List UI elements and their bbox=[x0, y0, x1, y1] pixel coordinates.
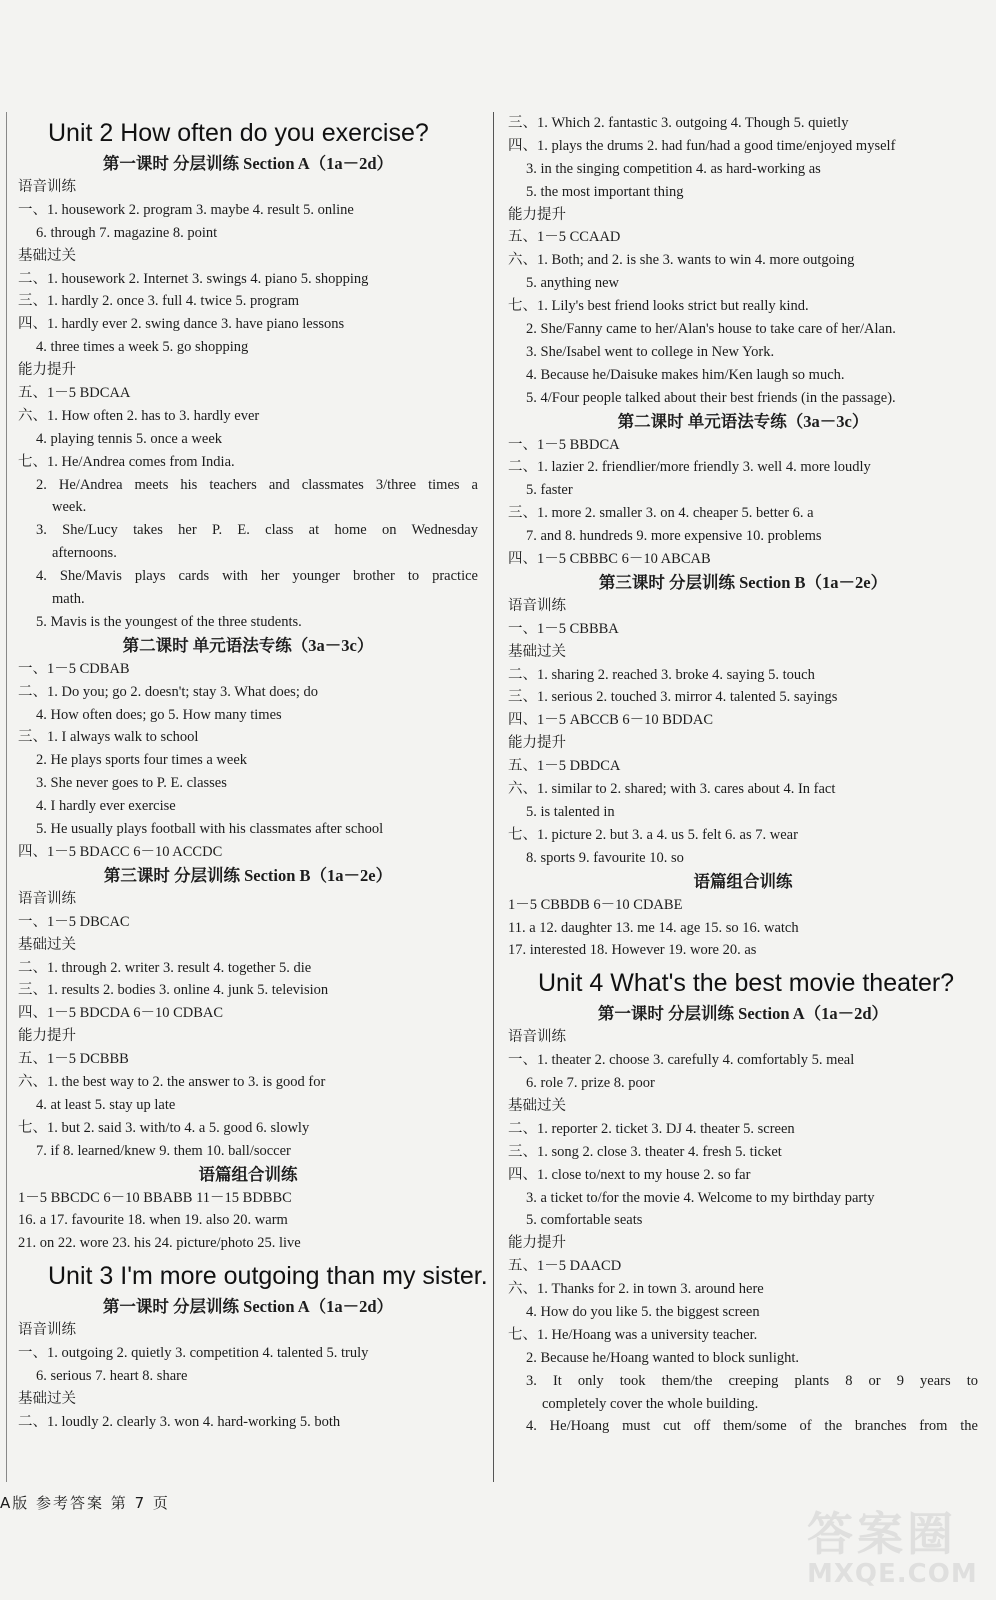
answer-line: 4. How often does; go 5. How many times bbox=[36, 706, 282, 723]
subsection-label: 语音训练 bbox=[18, 179, 76, 195]
answer-line: afternoons. bbox=[52, 545, 117, 562]
answer-line: 5. is talented in bbox=[526, 803, 615, 820]
subsection-label: 能力提升 bbox=[18, 1028, 76, 1045]
answer-line: 五、1－5 DCBBB bbox=[18, 1051, 129, 1068]
answer-line: completely cover the whole building. bbox=[542, 1395, 759, 1412]
answer-line: 六、1. Both; and 2. is she 3. wants to win 4. more outgoing bbox=[508, 252, 855, 269]
left-column bbox=[18, 112, 488, 1434]
answer-line: 4. Because he/Daisuke makes him/Ken laugh so much. bbox=[526, 366, 845, 383]
answer-line: 二、1. through 2. writer 3. result 4. together 5. die bbox=[18, 959, 312, 976]
answer-line: 21. on 22. wore 23. his 24. picture/photo 25. live bbox=[18, 1235, 301, 1252]
answer-line: 五、1－5 CCAAD bbox=[508, 229, 621, 246]
right-column bbox=[508, 112, 978, 1438]
answer-line: 三、1. Which 2. fantastic 3. outgoing 4. Though 5. quietly bbox=[508, 115, 849, 131]
watermark-text-bottom: MXQE.COM bbox=[807, 1559, 978, 1589]
answer-line: 11. a 12. daughter 13. me 14. age 15. so 16. watch bbox=[508, 919, 799, 936]
answer-line: 3. She never goes to P. E. classes bbox=[36, 775, 227, 792]
subsection-label: 语音训练 bbox=[18, 1322, 76, 1339]
answer-line: 3. in the singing competition 4. as hard-working as bbox=[526, 160, 821, 177]
answer-line: 17. interested 18. However 19. wore 20. as bbox=[508, 942, 757, 959]
section-heading: 第一课时 分层训练 Section A（1a－2d） bbox=[597, 1004, 889, 1024]
answer-line: 五、1－5 DAACD bbox=[508, 1258, 622, 1275]
answer-line: 一、1－5 BBDCA bbox=[508, 436, 620, 453]
answer-line: 5. He usually plays football with his classmates after school bbox=[36, 821, 384, 838]
answer-line: 5. faster bbox=[526, 482, 573, 499]
watermark-logo bbox=[807, 1509, 982, 1594]
answer-line: 五、1－5 BDCAA bbox=[18, 385, 131, 402]
answer-line: 七、1. He/Hoang was a university teacher. bbox=[508, 1326, 758, 1343]
answer-line: 7. if 8. learned/knew 9. them 10. ball/soccer bbox=[36, 1142, 291, 1159]
column-divider bbox=[493, 112, 494, 1482]
answer-line: 四、1－5 CBBBC 6－10 ABCAB bbox=[508, 551, 711, 568]
answer-line: 三、1. I always walk to school bbox=[18, 729, 199, 746]
answer-line: 三、1. results 2. bodies 3. online 4. junk 5. television bbox=[18, 982, 329, 999]
unit-title: Unit 3 I'm more outgoing than my sister. bbox=[48, 1262, 488, 1291]
answer-line: 4. three times a week 5. go shopping bbox=[36, 339, 249, 356]
answer-line: 4. How do you like 5. the biggest screen bbox=[526, 1303, 760, 1320]
answer-line: 一、1. outgoing 2. quietly 3. competition 4. talented 5. truly bbox=[18, 1345, 369, 1362]
answer-line: 2. He/Andrea meets his teachers and classmates 3/three times a bbox=[36, 476, 478, 493]
answer-line: 1－5 BBCDC 6－10 BBABB 11－15 BDBBC bbox=[18, 1189, 292, 1206]
answer-line: 二、1. Do you; go 2. doesn't; stay 3. What does; do bbox=[18, 683, 318, 700]
answer-line: 2. She/Fanny came to her/Alan's house to take care of her/Alan. bbox=[526, 321, 896, 338]
answer-line: 六、1. the best way to 2. the answer to 3. is good for bbox=[18, 1073, 326, 1090]
subsection-label: 语音训练 bbox=[508, 1029, 566, 1046]
subsection-label: 语音训练 bbox=[18, 890, 76, 907]
answer-line: 三、1. serious 2. touched 3. mirror 4. talented 5. sayings bbox=[508, 689, 838, 706]
answer-line: 5. comfortable seats bbox=[526, 1212, 643, 1229]
answer-line: 3. She/Isabel went to college in New York. bbox=[526, 343, 775, 360]
section-heading: 第三课时 分层训练 Section B（1a－2e） bbox=[103, 865, 393, 885]
answer-line: 四、1. hardly ever 2. swing dance 3. have piano lessons bbox=[18, 316, 345, 333]
watermark-text-top: 答案圈 bbox=[807, 1507, 957, 1561]
answer-line: 一、1－5 CDBAB bbox=[18, 660, 130, 677]
answer-line: 6. role 7. prize 8. poor bbox=[526, 1075, 655, 1092]
answer-line: 二、1. sharing 2. reached 3. broke 4. saying 5. touch bbox=[508, 666, 815, 683]
answer-line: 2. Because he/Hoang wanted to block sunlight. bbox=[526, 1349, 800, 1366]
answer-line: 二、1. housework 2. Internet 3. swings 4. piano 5. shopping bbox=[18, 270, 369, 287]
answer-line: 三、1. song 2. close 3. theater 4. fresh 5. ticket bbox=[508, 1143, 782, 1160]
section-heading: 第一课时 分层训练 Section A（1a－2d） bbox=[102, 154, 394, 173]
answer-line: week. bbox=[52, 499, 87, 516]
answer-line: 六、1. Thanks for 2. in town 3. around here bbox=[508, 1281, 764, 1298]
answer-line: 一、1－5 DBCAC bbox=[18, 913, 130, 930]
section-heading: 第三课时 分层训练 Section B（1a－2e） bbox=[598, 572, 888, 592]
answer-line: 一、1－5 CBBBA bbox=[508, 620, 619, 637]
section-heading: 第一课时 分层训练 Section A（1a－2d） bbox=[102, 1297, 394, 1317]
unit-title: Unit 2 How often do you exercise? bbox=[48, 119, 429, 147]
page-edge-rule bbox=[6, 112, 7, 1482]
answer-line: 四、1. close to/next to my house 2. so far bbox=[508, 1166, 751, 1183]
subsection-label: 语音训练 bbox=[508, 597, 566, 614]
answer-line: 2. He plays sports four times a week bbox=[36, 752, 248, 769]
answer-line: 3. It only took them/the creeping plants 8 or 9 years to bbox=[526, 1372, 978, 1389]
answer-line: 3. a ticket to/for the movie 4. Welcome to my birthday party bbox=[526, 1189, 875, 1206]
section-heading: 语篇组合训练 bbox=[198, 1164, 298, 1184]
answer-line: 6. serious 7. heart 8. share bbox=[36, 1367, 188, 1384]
answer-line: 5. the most important thing bbox=[526, 183, 684, 200]
answer-line: 3. She/Lucy takes her P. E. class at home on Wednesday bbox=[36, 522, 478, 539]
answer-line: 二、1. reporter 2. ticket 3. DJ 4. theater 5. screen bbox=[508, 1120, 795, 1137]
answer-line: 四、1－5 ABCCB 6－10 BDDAC bbox=[508, 712, 714, 729]
answer-line: 16. a 17. favourite 18. when 19. also 20. warm bbox=[18, 1212, 288, 1229]
answer-line: math. bbox=[52, 591, 85, 608]
answer-line: 4. He/Hoang must cut off them/some of the branches from the bbox=[526, 1418, 978, 1435]
answer-line: 七、1. Lily's best friend looks strict but really kind. bbox=[508, 298, 809, 315]
answer-line: 5. 4/Four people talked about their best friends (in the passage). bbox=[526, 389, 896, 406]
answer-line: 二、1. lazier 2. friendlier/more friendly 3. well 4. more loudly bbox=[508, 459, 871, 476]
subsection-label: 能力提升 bbox=[508, 1235, 566, 1252]
subsection-label: 能力提升 bbox=[18, 362, 76, 379]
answer-line: 六、1. similar to 2. shared; with 3. cares about 4. In fact bbox=[508, 781, 836, 798]
answer-line: 三、1. more 2. smaller 3. on 4. cheaper 5. better 6. a bbox=[508, 505, 814, 522]
answer-line: 五、1－5 DBDCA bbox=[508, 758, 621, 775]
answer-line: 七、1. picture 2. but 3. a 4. us 5. felt 6. as 7. wear bbox=[508, 826, 798, 843]
section-heading: 第二课时 单元语法专练（3a－3c） bbox=[617, 411, 869, 431]
answer-line: 一、1. theater 2. choose 3. carefully 4. comfortably 5. meal bbox=[508, 1052, 855, 1069]
answer-line: 一、1. housework 2. program 3. maybe 4. result 5. online bbox=[18, 201, 354, 218]
subsection-label: 基础过关 bbox=[18, 247, 76, 264]
section-heading: 第二课时 单元语法专练（3a－3c） bbox=[122, 635, 374, 655]
answer-line: 四、1－5 BDCDA 6－10 CDBAC bbox=[18, 1005, 224, 1022]
answer-line: 4. She/Mavis plays cards with her younger brother to practice bbox=[36, 568, 478, 585]
answer-line: 4. at least 5. stay up late bbox=[36, 1096, 176, 1113]
answer-line: 七、1. He/Andrea comes from India. bbox=[18, 453, 235, 470]
answer-line: 1－5 CBBDB 6－10 CDABE bbox=[508, 896, 683, 913]
answer-line: 4. I hardly ever exercise bbox=[36, 798, 176, 815]
answer-line: 三、1. hardly 2. once 3. full 4. twice 5. program bbox=[18, 293, 300, 310]
answer-line: 二、1. loudly 2. clearly 3. won 4. hard-working 5. both bbox=[18, 1413, 341, 1430]
answer-line: 5. anything new bbox=[526, 275, 620, 292]
answer-line: 5. Mavis is the youngest of the three students. bbox=[36, 613, 302, 630]
answer-line: 四、1－5 BDACC 6－10 ACCDC bbox=[18, 843, 223, 860]
page-footer: A版 参考答案 第 7 页 bbox=[0, 1494, 170, 1512]
subsection-label: 基础过关 bbox=[508, 643, 566, 660]
answer-line: 8. sports 9. favourite 10. so bbox=[526, 849, 684, 866]
answer-line: 4. playing tennis 5. once a week bbox=[36, 430, 223, 447]
subsection-label: 基础过关 bbox=[508, 1097, 566, 1114]
unit-title: Unit 4 What's the best movie theater? bbox=[538, 969, 955, 998]
section-heading: 语篇组合训练 bbox=[693, 871, 793, 891]
subsection-label: 能力提升 bbox=[508, 735, 566, 752]
answer-line: 7. and 8. hundreds 9. more expensive 10. problems bbox=[526, 528, 822, 545]
answer-line: 6. through 7. magazine 8. point bbox=[36, 224, 218, 241]
subsection-label: 基础过关 bbox=[18, 936, 76, 953]
subsection-label: 基础过关 bbox=[18, 1390, 76, 1407]
answer-line: 六、1. How often 2. has to 3. hardly ever bbox=[18, 407, 260, 424]
subsection-label: 能力提升 bbox=[508, 206, 566, 223]
answer-line: 七、1. but 2. said 3. with/to 4. a 5. good 6. slowly bbox=[18, 1119, 310, 1136]
answer-line: 四、1. plays the drums 2. had fun/had a good time/enjoyed myself bbox=[508, 137, 896, 154]
